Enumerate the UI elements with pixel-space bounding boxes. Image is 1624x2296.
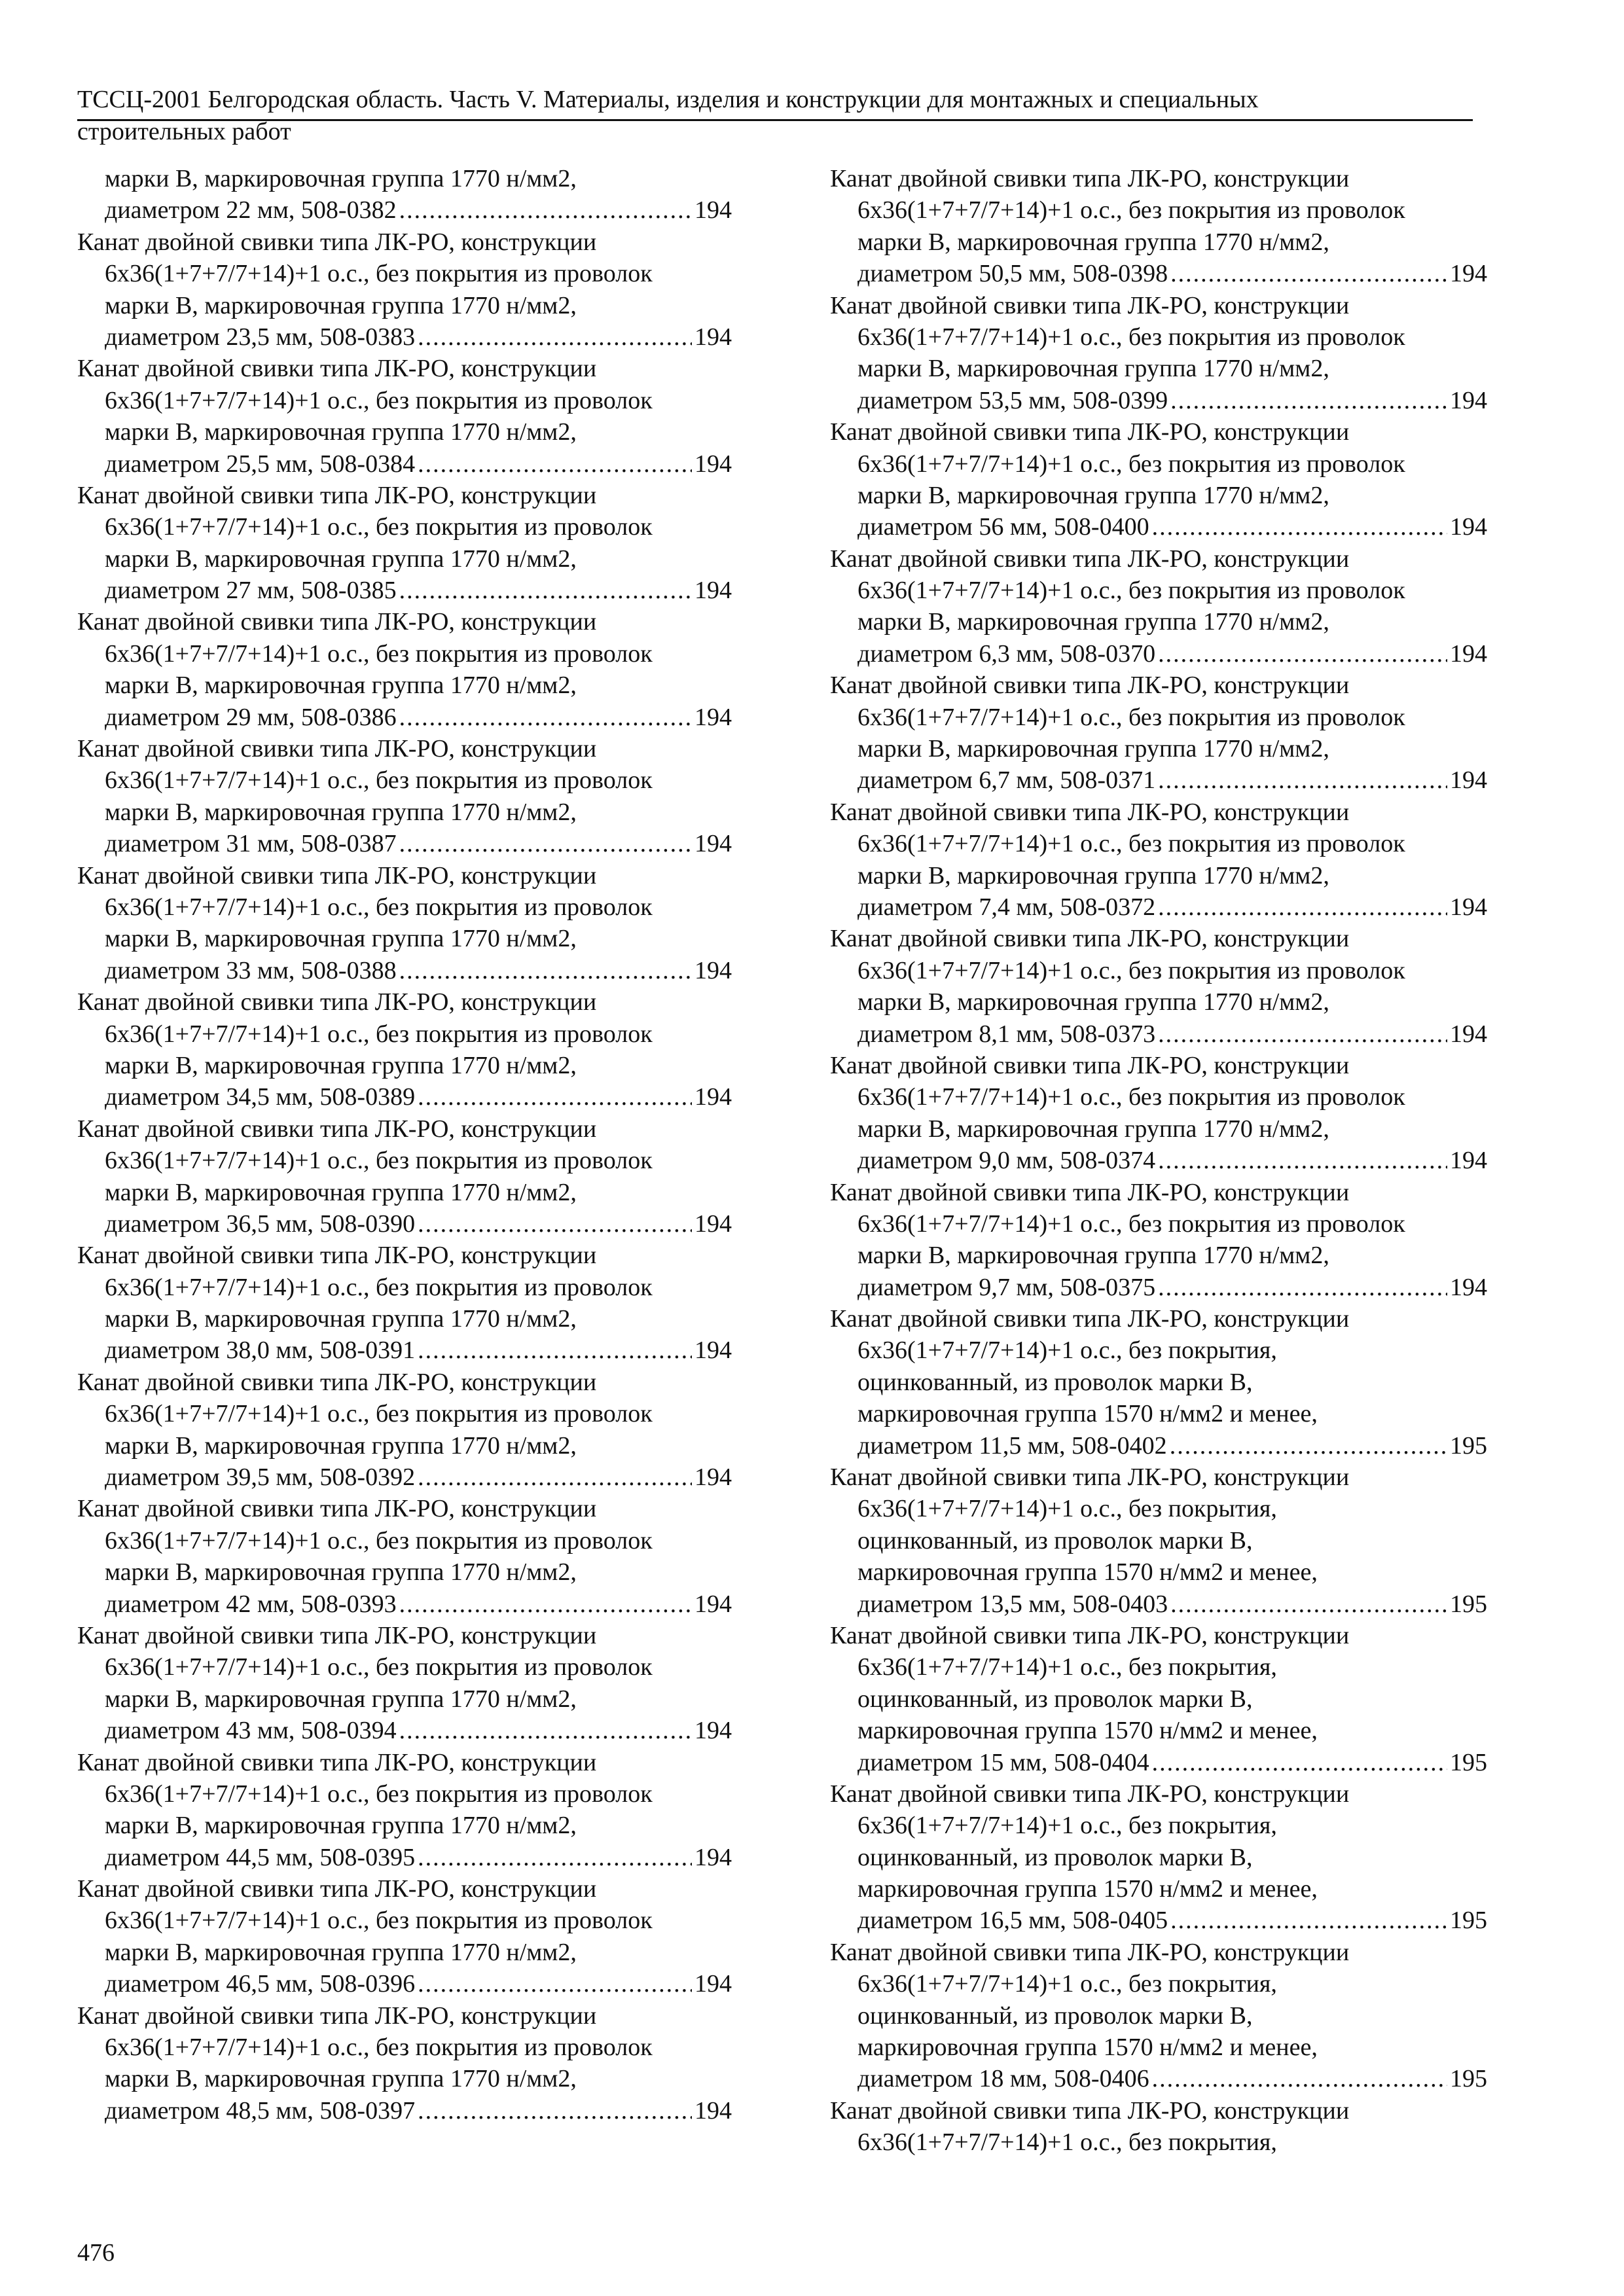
entry-title-line: Канат двойной свивки типа ЛК-РО, конструкции <box>77 228 597 256</box>
entry-continuation-line: марки В, маркировочная группа 1770 н/мм2, <box>105 798 577 826</box>
index-entry <box>830 543 1487 670</box>
entry-page-ref: 194 <box>695 956 732 984</box>
index-entry <box>77 226 732 353</box>
index-entry <box>830 1303 1487 1462</box>
dot-leader <box>418 1968 692 2000</box>
entry-page-ref: 195 <box>1450 1748 1487 1776</box>
entry-continuation-line: марки В, маркировочная группа 1770 н/мм2, <box>105 1558 577 1587</box>
index-entry <box>830 1937 1487 2095</box>
entry-page-ref: 194 <box>695 1083 732 1111</box>
index-entry <box>77 480 732 607</box>
entry-title-line: Канат двойной свивки типа ЛК-РО, конструкции <box>77 481 597 509</box>
entry-continuation-line: оцинкованный, из проволок марки В, <box>857 1368 1253 1396</box>
index-entry <box>830 2095 1487 2159</box>
entry-continuation-line: марки В, маркировочная группа 1770 н/мм2, <box>105 545 577 573</box>
dot-leader <box>1170 258 1447 289</box>
dot-leader <box>399 955 692 986</box>
index-entry <box>830 1177 1487 1304</box>
entry-continuation-line: 6х36(1+7+7/7+14)+1 о.с., без покрытия из проволок <box>105 1273 653 1301</box>
entry-page-ref: 194 <box>695 703 732 731</box>
entry-diameter-code: диаметром 7,4 мм, 508-0372 <box>857 893 1156 921</box>
entry-page-ref: 194 <box>695 1590 732 1618</box>
entry-continuation-line: 6х36(1+7+7/7+14)+1 о.с., без покрытия из проволок <box>105 639 653 668</box>
entry-continuation-line: маркировочная группа 1570 н/мм2 и менее, <box>857 1558 1318 1587</box>
index-entry <box>830 290 1487 417</box>
entry-title-line: Канат двойной свивки типа ЛК-РО, конструкции <box>830 1938 1350 1966</box>
entry-page-ref: 194 <box>695 1717 732 1745</box>
entry-continuation-line: марки В, маркировочная группа 1770 н/мм2, <box>105 1431 577 1460</box>
entry-diameter-code: диаметром 25,5 мм, 508-0384 <box>105 450 416 478</box>
entry-diameter-code: диаметром 33 мм, 508-0388 <box>105 956 397 984</box>
entry-diameter-code: диаметром 11,5 мм, 508-0402 <box>857 1431 1167 1460</box>
entry-continuation-line: 6х36(1+7+7/7+14)+1 о.с., без покрытия из проволок <box>105 1907 653 1935</box>
entry-continuation-line: 6х36(1+7+7/7+14)+1 о.с., без покрытия из проволок <box>857 830 1405 858</box>
entry-continuation-line: 6х36(1+7+7/7+14)+1 о.с., без покрытия из проволок <box>857 323 1405 351</box>
entry-title-line: Канат двойной свивки типа ЛК-РО, конструкции <box>830 545 1350 573</box>
entry-final-line <box>830 1145 1487 1176</box>
index-entry <box>77 2000 732 2127</box>
dot-leader <box>399 575 692 606</box>
entry-title-line: Канат двойной свивки типа ЛК-РО, конструкции <box>830 1178 1350 1206</box>
entry-title-line: Канат двойной свивки типа ЛК-РО, конструкции <box>830 2096 1350 2125</box>
entry-final-line <box>77 828 732 859</box>
dot-leader <box>418 1842 692 1873</box>
entry-page-ref: 194 <box>1450 386 1487 414</box>
entry-continuation-line: марки В, маркировочная группа 1770 н/мм2, <box>105 1051 577 1079</box>
entry-final-line <box>77 1208 732 1240</box>
entry-continuation-line: 6х36(1+7+7/7+14)+1 о.с., без покрытия из проволок <box>857 450 1405 478</box>
entry-final-line <box>830 1272 1487 1303</box>
entry-diameter-code: диаметром 16,5 мм, 508-0405 <box>857 1907 1168 1935</box>
entry-continuation-line: 6х36(1+7+7/7+14)+1 о.с., без покрытия из проволок <box>105 1147 653 1175</box>
dot-leader <box>418 448 692 480</box>
entry-final-line <box>830 1018 1487 1050</box>
entry-continuation-line: 6х36(1+7+7/7+14)+1 о.с., без покрытия из проволок <box>857 956 1405 984</box>
entry-diameter-code: диаметром 6,3 мм, 508-0370 <box>857 639 1156 668</box>
index-entry <box>830 163 1487 290</box>
dot-leader <box>418 1081 692 1113</box>
entry-page-ref: 195 <box>1450 1431 1487 1460</box>
entry-continuation-line: 6х36(1+7+7/7+14)+1 о.с., без покрытия из проволок <box>105 1653 653 1681</box>
entry-continuation-line: 6х36(1+7+7/7+14)+1 о.с., без покрытия, <box>857 1336 1277 1365</box>
entry-diameter-code: диаметром 15 мм, 508-0404 <box>857 1748 1149 1776</box>
dot-leader <box>418 1335 692 1366</box>
entry-page-ref: 194 <box>1450 1273 1487 1301</box>
entry-final-line <box>830 764 1487 796</box>
entry-final-line <box>77 702 732 733</box>
entry-final-line <box>830 511 1487 543</box>
index-column-left <box>77 163 732 2126</box>
entry-diameter-code: диаметром 8,1 мм, 508-0373 <box>857 1020 1156 1048</box>
entry-continuation-line: 6х36(1+7+7/7+14)+1 о.с., без покрытия из проволок <box>105 766 653 795</box>
entry-continuation-line: марки В, маркировочная группа 1770 н/мм2, <box>857 1242 1329 1270</box>
entry-final-line <box>77 1335 732 1366</box>
entry-continuation-line: марки В, маркировочная группа 1770 н/мм2, <box>857 481 1329 509</box>
entry-title-line: Канат двойной свивки типа ЛК-РО, конструкции <box>77 861 597 889</box>
entry-continuation-line: марки В, маркировочная группа 1770 н/мм2, <box>105 418 577 446</box>
entry-continuation-line: оцинкованный, из проволок марки В, <box>857 1526 1253 1554</box>
entry-diameter-code: диаметром 29 мм, 508-0386 <box>105 703 397 731</box>
entry-title-line: Канат двойной свивки типа ЛК-РО, конструкции <box>77 2001 597 2030</box>
dot-leader <box>399 702 692 733</box>
entry-continuation-line: марки В, маркировочная группа 1770 н/мм2, <box>857 861 1329 889</box>
entry-continuation-line: марки В, маркировочная группа 1770 н/мм2, <box>105 1178 577 1206</box>
entry-continuation-line: 6х36(1+7+7/7+14)+1 о.с., без покрытия из проволок <box>105 1780 653 1808</box>
entry-page-ref: 195 <box>1450 1590 1487 1618</box>
entry-continuation-line: марки В, маркировочная группа 1770 н/мм2, <box>105 925 577 953</box>
entry-continuation-line: марки В, маркировочная группа 1770 н/мм2, <box>105 672 577 700</box>
entry-page-ref: 194 <box>695 830 732 858</box>
entry-page-ref: 195 <box>1450 2065 1487 2093</box>
entry-final-line <box>830 891 1487 923</box>
entry-diameter-code: диаметром 36,5 мм, 508-0390 <box>105 1210 416 1238</box>
entry-title-line: Канат двойной свивки типа ЛК-РО, конструкции <box>77 355 597 383</box>
entry-continuation-line: 6х36(1+7+7/7+14)+1 о.с., без покрытия из проволок <box>105 1020 653 1048</box>
index-entry <box>830 416 1487 543</box>
entry-continuation-line: 6х36(1+7+7/7+14)+1 о.с., без покрытия из проволок <box>105 260 653 288</box>
entry-diameter-code: диаметром 9,0 мм, 508-0374 <box>857 1147 1156 1175</box>
entry-page-ref: 194 <box>1450 1020 1487 1048</box>
entry-diameter-code: диаметром 31 мм, 508-0387 <box>105 830 397 858</box>
entry-title-line: Канат двойной свивки типа ЛК-РО, конструкции <box>830 418 1350 446</box>
index-entry <box>830 670 1487 797</box>
entry-title-line: Канат двойной свивки типа ЛК-РО, конструкции <box>77 988 597 1016</box>
entry-title-line: Канат двойной свивки типа ЛК-РО, конструкции <box>830 925 1350 953</box>
entry-continuation-line: 6х36(1+7+7/7+14)+1 о.с., без покрытия из проволок <box>857 1210 1405 1238</box>
entry-final-line <box>77 1842 732 1873</box>
entry-continuation-line: марки В, маркировочная группа 1770 н/мм2, <box>857 1115 1329 1143</box>
entry-page-ref: 194 <box>695 1843 732 1871</box>
entry-diameter-code: диаметром 27 мм, 508-0385 <box>105 577 397 605</box>
entry-continuation-line: марки В, маркировочная группа 1770 н/мм2, <box>105 1812 577 1840</box>
entry-diameter-code: диаметром 50,5 мм, 508-0398 <box>857 260 1168 288</box>
entry-continuation-line: 6х36(1+7+7/7+14)+1 о.с., без покрытия из проволок <box>105 893 653 921</box>
entry-diameter-code: диаметром 13,5 мм, 508-0403 <box>857 1590 1168 1618</box>
entry-diameter-code: диаметром 43 мм, 508-0394 <box>105 1717 397 1745</box>
entry-final-line <box>77 1588 732 1620</box>
index-entry <box>77 1493 732 1620</box>
index-entry <box>830 1050 1487 1177</box>
entry-final-line <box>77 1462 732 1493</box>
entry-continuation-line: 6х36(1+7+7/7+14)+1 о.с., без покрытия, <box>857 1495 1277 1523</box>
dot-leader <box>1158 891 1447 923</box>
entry-title-line: Канат двойной свивки типа ЛК-РО, конструкции <box>830 291 1350 319</box>
entry-continuation-line: марки В, маркировочная группа 1770 н/мм2, <box>105 1685 577 1713</box>
entry-continuation-line: 6х36(1+7+7/7+14)+1 о.с., без покрытия из проволок <box>857 703 1405 731</box>
header-title-line1: ТССЦ-2001 Белгородская область. Часть V. Материалы, изделия и конструкции для монтажных и специальных <box>77 86 1259 113</box>
entry-title-line: Канат двойной свивки типа ЛК-РО, конструкции <box>830 1621 1350 1649</box>
entry-title-line: Канат двойной свивки типа ЛК-РО, конструкции <box>77 1368 597 1396</box>
index-entry <box>830 1620 1487 1778</box>
entry-page-ref: 194 <box>695 1210 732 1238</box>
dot-leader <box>399 1588 692 1620</box>
entry-continuation-line: марки В, маркировочная группа 1770 н/мм2, <box>857 355 1329 383</box>
entry-title-line: Канат двойной свивки типа ЛК-РО, конструкции <box>77 1875 597 1903</box>
index-entry <box>77 1620 732 1747</box>
header-rule <box>77 119 1473 121</box>
index-entry <box>830 797 1487 924</box>
dot-leader <box>1152 1747 1447 1778</box>
entry-continuation-line: марки В, маркировочная группа 1770 н/мм2, <box>857 735 1329 763</box>
entry-final-line <box>830 1430 1487 1462</box>
dot-leader <box>1170 1588 1447 1620</box>
entry-final-line <box>77 575 732 606</box>
dot-leader <box>1170 1430 1447 1462</box>
entry-title-line: Канат двойной свивки типа ЛК-РО, конструкции <box>77 1242 597 1270</box>
dot-leader <box>399 194 692 226</box>
entry-page-ref: 194 <box>1450 893 1487 921</box>
entry-title-line: Канат двойной свивки типа ЛК-РО, конструкции <box>830 1305 1350 1333</box>
entry-page-ref: 194 <box>695 450 732 478</box>
entry-diameter-code: диаметром 46,5 мм, 508-0396 <box>105 1970 416 1998</box>
entry-diameter-code: диаметром 23,5 мм, 508-0383 <box>105 323 416 351</box>
entry-final-line <box>77 194 732 226</box>
index-entry <box>830 1778 1487 1937</box>
index-entry <box>77 860 732 987</box>
entry-continuation-line: 6х36(1+7+7/7+14)+1 о.с., без покрытия из проволок <box>857 577 1405 605</box>
entry-continuation-line: марки В, маркировочная группа 1770 н/мм2, <box>105 1938 577 1966</box>
entry-page-ref: 194 <box>695 1970 732 1998</box>
entry-page-ref: 194 <box>695 1336 732 1365</box>
page-number: 476 <box>77 2239 115 2267</box>
index-entry <box>77 733 732 860</box>
entry-final-line <box>830 258 1487 289</box>
entry-title-line: Канат двойной свивки типа ЛК-РО, конструкции <box>77 1495 597 1523</box>
entry-final-line <box>830 385 1487 416</box>
index-entry <box>77 1747 732 1874</box>
entry-continuation-line: маркировочная группа 1570 н/мм2 и менее, <box>857 1717 1318 1745</box>
entry-final-line <box>77 955 732 986</box>
entry-diameter-code: диаметром 56 мм, 508-0400 <box>857 513 1149 541</box>
entry-diameter-code: диаметром 9,7 мм, 508-0375 <box>857 1273 1156 1301</box>
entry-title-line: Канат двойной свивки типа ЛК-РО, конструкции <box>830 798 1350 826</box>
entry-continuation-line: марки В, маркировочная группа 1770 н/мм2, <box>105 165 577 192</box>
entry-final-line <box>77 2095 732 2126</box>
dot-leader <box>1158 764 1447 796</box>
entry-continuation-line: 6х36(1+7+7/7+14)+1 о.с., без покрытия из проволок <box>857 196 1405 224</box>
dot-leader <box>1152 2063 1447 2094</box>
entry-continuation-line: марки В, маркировочная группа 1770 н/мм2, <box>857 228 1329 256</box>
entry-continuation-line: 6х36(1+7+7/7+14)+1 о.с., без покрытия из проволок <box>105 513 653 541</box>
entry-title-line: Канат двойной свивки типа ЛК-РО, конструкции <box>77 1621 597 1649</box>
entry-title-line: Канат двойной свивки типа ЛК-РО, конструкции <box>830 672 1350 700</box>
entry-continuation-line: 6х36(1+7+7/7+14)+1 о.с., без покрытия, <box>857 1812 1277 1840</box>
entry-diameter-code: диаметром 22 мм, 508-0382 <box>105 196 397 224</box>
entry-title-line: Канат двойной свивки типа ЛК-РО, конструкции <box>830 165 1350 192</box>
entry-page-ref: 194 <box>1450 639 1487 668</box>
entry-diameter-code: диаметром 53,5 мм, 508-0399 <box>857 386 1168 414</box>
dot-leader <box>399 828 692 859</box>
entry-continuation-line: 6х36(1+7+7/7+14)+1 о.с., без покрытия из проволок <box>105 1526 653 1554</box>
entry-title-line: Канат двойной свивки типа ЛК-РО, конструкции <box>830 1051 1350 1079</box>
entry-page-ref: 194 <box>1450 513 1487 541</box>
entry-final-line <box>830 638 1487 670</box>
dot-leader <box>1158 638 1447 670</box>
entry-page-ref: 194 <box>1450 260 1487 288</box>
entry-continuation-line: 6х36(1+7+7/7+14)+1 о.с., без покрытия, <box>857 1653 1277 1681</box>
entry-final-line <box>77 448 732 480</box>
entry-page-ref: 194 <box>695 323 732 351</box>
index-entry <box>77 1873 732 2000</box>
index-column-right <box>830 163 1487 2159</box>
header-title-line2: строительных работ <box>77 118 291 145</box>
index-entry <box>77 1113 732 1240</box>
index-entry <box>77 1240 732 1367</box>
entry-page-ref: 194 <box>695 577 732 605</box>
entry-continuation-line: марки В, маркировочная группа 1770 н/мм2, <box>105 1305 577 1333</box>
entry-continuation-line: марки В, маркировочная группа 1770 н/мм2, <box>105 2065 577 2093</box>
dot-leader <box>1158 1272 1447 1303</box>
index-entry <box>77 606 732 733</box>
entry-continuation-line: 6х36(1+7+7/7+14)+1 о.с., без покрытия из проволок <box>105 386 653 414</box>
dot-leader <box>1158 1018 1447 1050</box>
entry-diameter-code: диаметром 44,5 мм, 508-0395 <box>105 1843 416 1871</box>
entry-title-line: Канат двойной свивки типа ЛК-РО, конструкции <box>77 735 597 763</box>
entry-final-line <box>77 1968 732 2000</box>
entry-continuation-line: маркировочная группа 1570 н/мм2 и менее, <box>857 2034 1318 2062</box>
entry-diameter-code: диаметром 34,5 мм, 508-0389 <box>105 1083 416 1111</box>
entry-page-ref: 194 <box>695 2096 732 2125</box>
index-entry <box>830 923 1487 1050</box>
entry-continuation-line: оцинкованный, из проволок марки В, <box>857 2001 1253 2030</box>
entry-final-line <box>830 2063 1487 2094</box>
entry-final-line <box>77 321 732 353</box>
entry-continuation-line: марки В, маркировочная группа 1770 н/мм2, <box>105 291 577 319</box>
entry-title-line: Канат двойной свивки типа ЛК-РО, конструкции <box>77 1748 597 1776</box>
entry-page-ref: 194 <box>1450 1147 1487 1175</box>
entry-page-ref: 194 <box>695 196 732 224</box>
running-header <box>77 84 1413 148</box>
entry-title-line: Канат двойной свивки типа ЛК-РО, конструкции <box>830 1463 1350 1492</box>
dot-leader <box>418 321 692 353</box>
entry-continuation-line: маркировочная группа 1570 н/мм2 и менее, <box>857 1400 1318 1428</box>
entry-page-ref: 194 <box>1450 766 1487 795</box>
entry-diameter-code: диаметром 42 мм, 508-0393 <box>105 1590 397 1618</box>
entry-continuation-line: оцинкованный, из проволок марки В, <box>857 1685 1253 1713</box>
dot-leader <box>418 1208 692 1240</box>
entry-continuation-line: 6х36(1+7+7/7+14)+1 о.с., без покрытия из проволок <box>105 1400 653 1428</box>
entry-continuation-line: 6х36(1+7+7/7+14)+1 о.с., без покрытия из проволок <box>105 2034 653 2062</box>
entry-title-line: Канат двойной свивки типа ЛК-РО, конструкции <box>77 608 597 636</box>
entry-continuation-line: 6х36(1+7+7/7+14)+1 о.с., без покрытия, <box>857 2128 1277 2157</box>
dot-leader <box>399 1715 692 1746</box>
entry-diameter-code: диаметром 48,5 мм, 508-0397 <box>105 2096 416 2125</box>
entry-final-line <box>77 1715 732 1746</box>
entry-continuation-line: 6х36(1+7+7/7+14)+1 о.с., без покрытия, <box>857 1970 1277 1998</box>
entry-title-line: Канат двойной свивки типа ЛК-РО, конструкции <box>77 1115 597 1143</box>
dot-leader <box>1158 1145 1447 1176</box>
dot-leader <box>1170 1905 1447 1936</box>
entry-diameter-code: диаметром 39,5 мм, 508-0392 <box>105 1463 416 1492</box>
index-entry <box>830 1462 1487 1620</box>
entry-continuation-line: оцинкованный, из проволок марки В, <box>857 1843 1253 1871</box>
entry-final-line <box>77 1081 732 1113</box>
entry-diameter-code: диаметром 18 мм, 508-0406 <box>857 2065 1149 2093</box>
entry-diameter-code: диаметром 38,0 мм, 508-0391 <box>105 1336 416 1365</box>
entry-page-ref: 194 <box>695 1463 732 1492</box>
dot-leader <box>1170 385 1447 416</box>
entry-diameter-code: диаметром 6,7 мм, 508-0371 <box>857 766 1156 795</box>
index-entry <box>77 353 732 480</box>
entry-page-ref: 195 <box>1450 1907 1487 1935</box>
dot-leader <box>418 2095 692 2126</box>
entry-continuation-line: марки В, маркировочная группа 1770 н/мм2, <box>857 988 1329 1016</box>
entry-final-line <box>830 1905 1487 1936</box>
index-entry <box>77 163 732 226</box>
entry-final-line <box>830 1747 1487 1778</box>
entry-continuation-line: маркировочная группа 1570 н/мм2 и менее, <box>857 1875 1318 1903</box>
dot-leader <box>1152 511 1447 543</box>
index-entry <box>77 1367 732 1494</box>
entry-continuation-line: марки В, маркировочная группа 1770 н/мм2, <box>857 608 1329 636</box>
entry-continuation-line: 6х36(1+7+7/7+14)+1 о.с., без покрытия из проволок <box>857 1083 1405 1111</box>
dot-leader <box>418 1462 692 1493</box>
index-entry <box>77 986 732 1113</box>
entry-title-line: Канат двойной свивки типа ЛК-РО, конструкции <box>830 1780 1350 1808</box>
entry-final-line <box>830 1588 1487 1620</box>
